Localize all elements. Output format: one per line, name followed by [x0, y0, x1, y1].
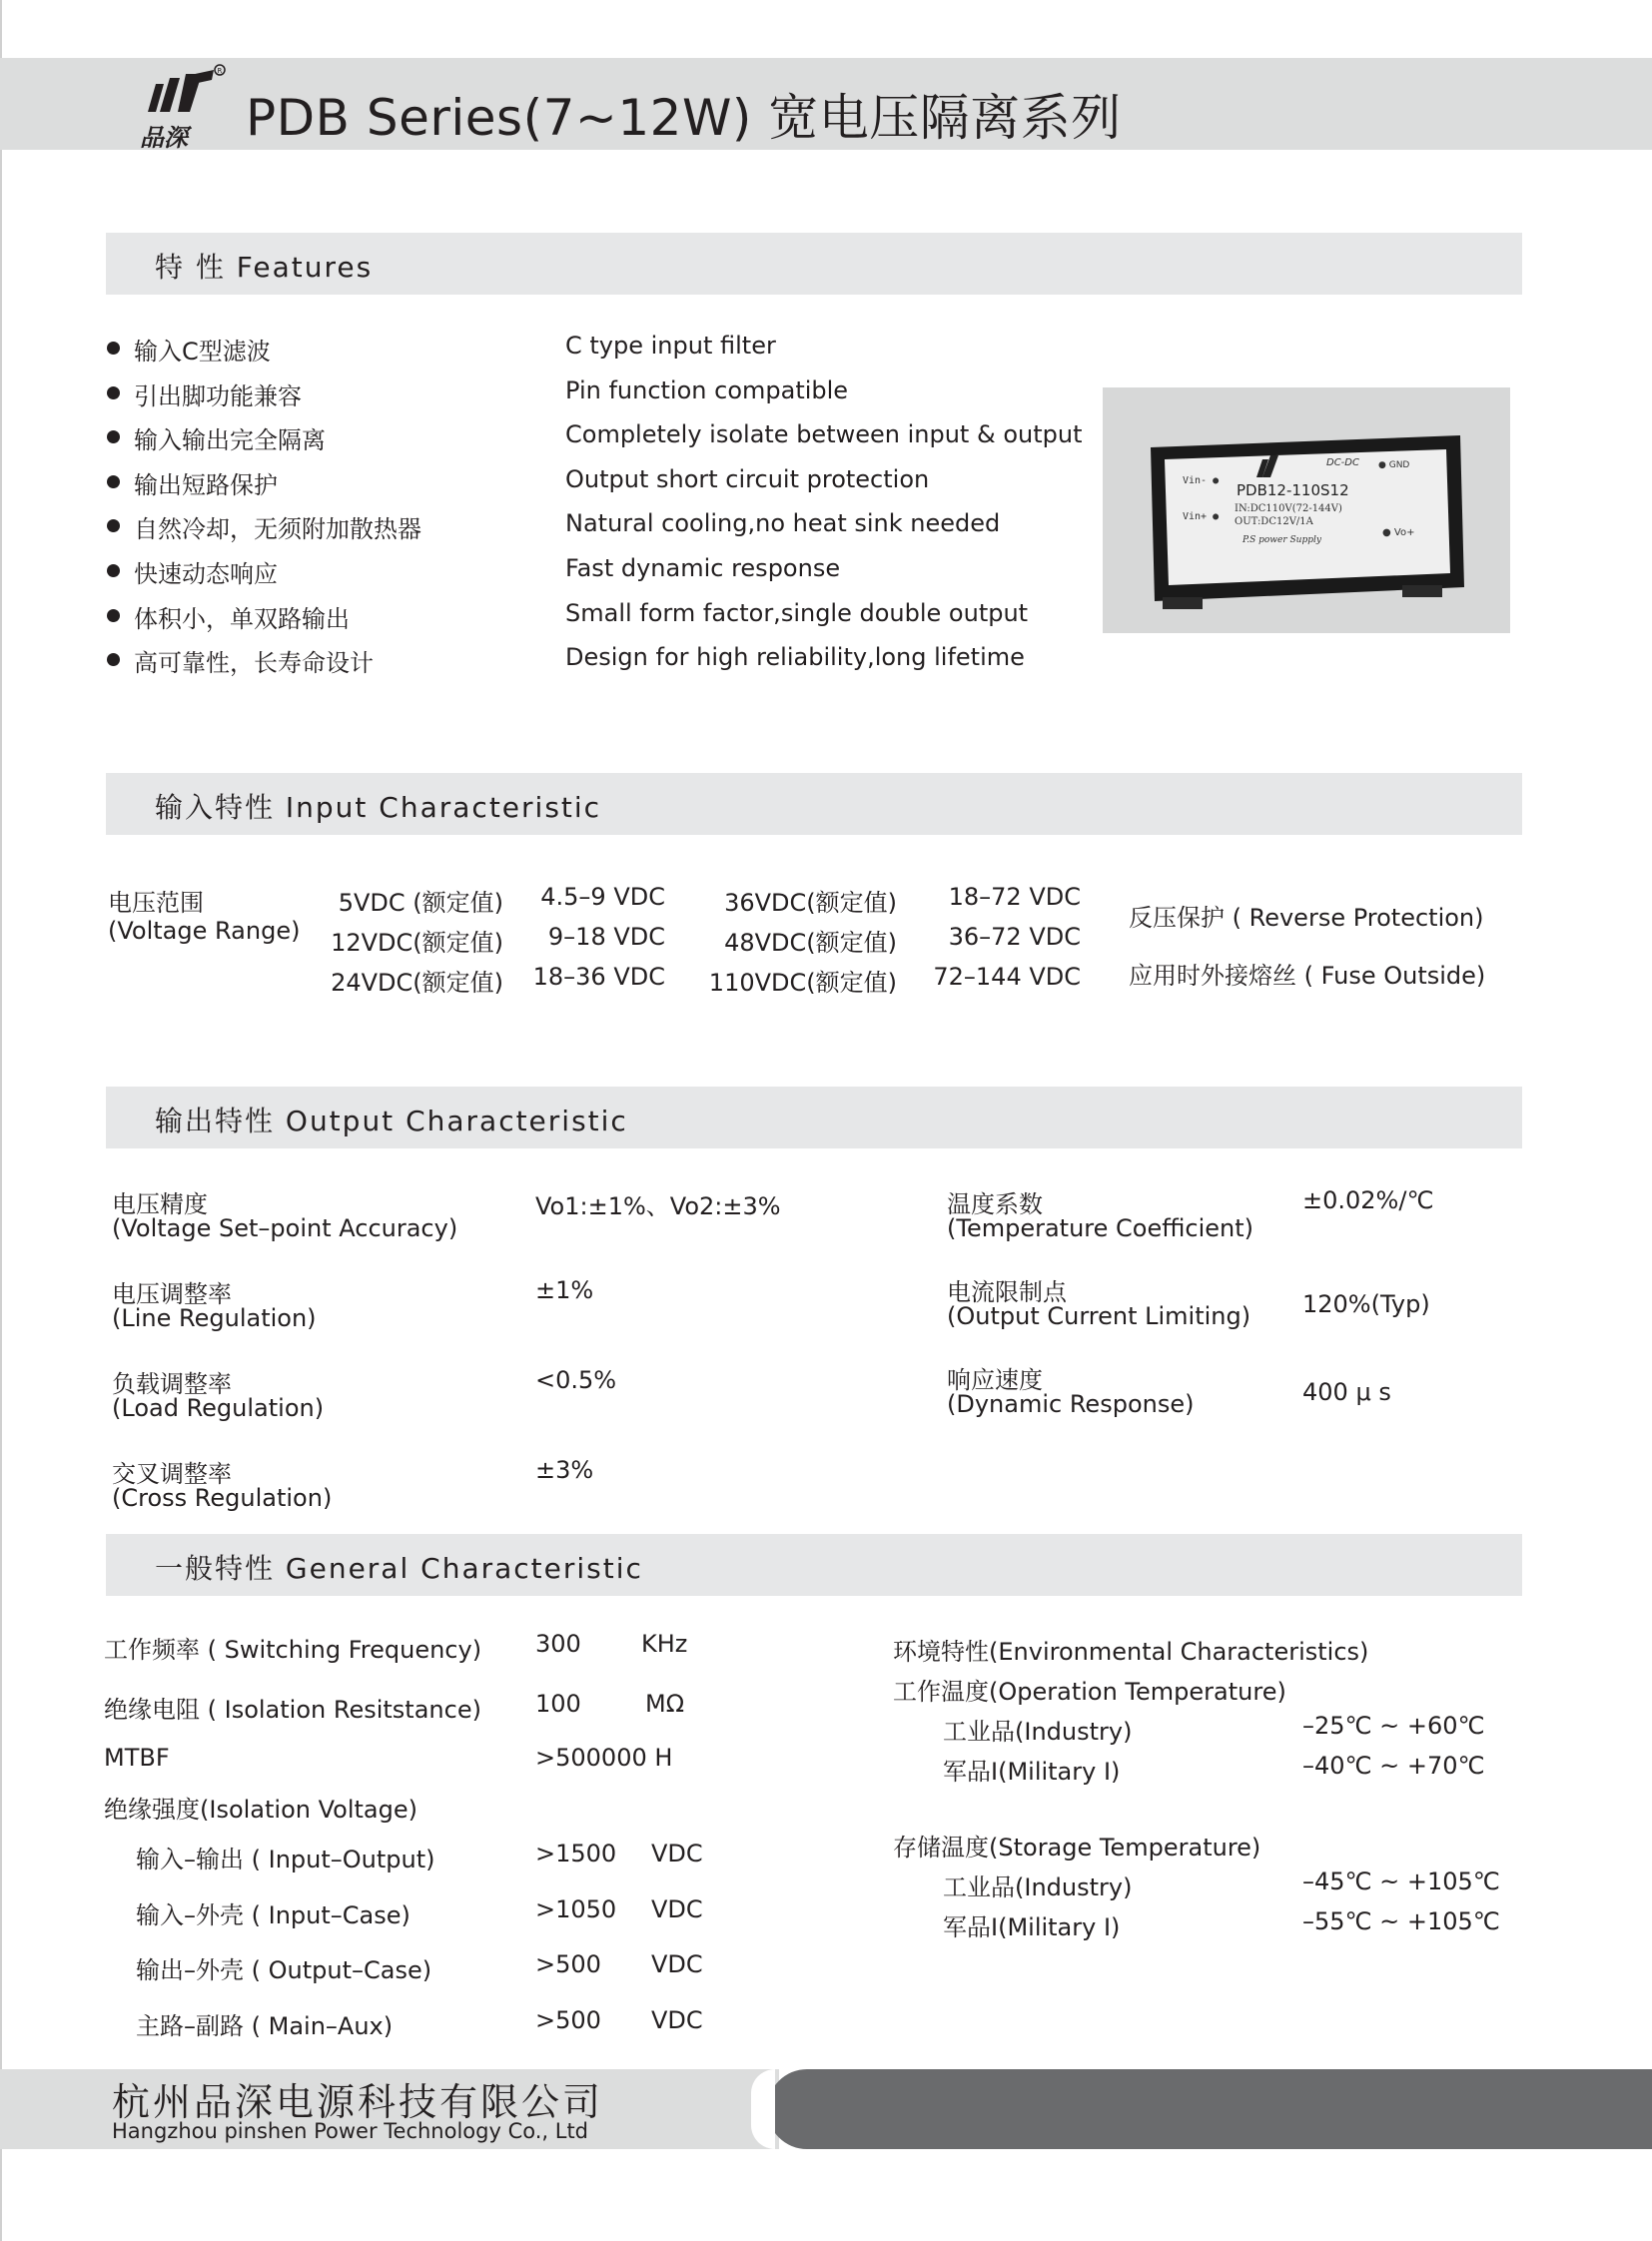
feature-en: C type input filter: [565, 332, 776, 360]
output-param-en: (Cross Regulation): [112, 1484, 333, 1512]
isolation-label: 输入–输出 ( Input–Output): [136, 1846, 435, 1873]
output-param-value: ±0.02%/℃: [1302, 1186, 1434, 1214]
footer-band-right: [767, 2069, 1652, 2149]
mtbf-label: MTBF: [104, 1744, 170, 1772]
input-voltage-range: 18–72 VDC: [948, 883, 1081, 911]
temperature-range: –45℃ ~ +105℃: [1302, 1868, 1500, 1895]
output-param-value: 400 μ s: [1302, 1378, 1391, 1406]
input-nominal-voltage: 5VDC (额定值): [338, 889, 503, 917]
output-param-en: (Dynamic Response): [947, 1390, 1195, 1418]
isolation-voltage-label: 绝缘强度(Isolation Voltage): [104, 1796, 417, 1824]
isolation-value: >500: [535, 2005, 601, 2034]
feature-cn: 引出脚功能兼容: [134, 381, 302, 410]
output-param-cn: 响应速度: [947, 1366, 1043, 1394]
isolation-resistance-unit: MΩ: [645, 1690, 685, 1718]
input-nominal-voltage: 110VDC(额定值): [708, 969, 897, 997]
feature-bullet: [107, 430, 120, 443]
input-voltage-range: 18–36 VDC: [532, 963, 665, 991]
feature-cn: 快速动态响应: [134, 560, 278, 588]
environmental-title: 环境特性(Environmental Characteristics): [893, 1638, 1369, 1666]
general-section-title: 一般特性 General Characteristic: [155, 1552, 643, 1585]
isolation-label: 主路–副路 ( Main–Aux): [136, 2011, 394, 2040]
temperature-grade: 工业品(Industry): [943, 1873, 1133, 1901]
feature-en: Natural cooling,no heat sink needed: [565, 509, 1001, 538]
isolation-unit: VDC: [651, 1950, 703, 1978]
document-title: PDB Series(7~12W) 宽电压隔离系列: [246, 89, 1122, 147]
photo-input: IN:DC110V(72-144V): [1235, 503, 1342, 514]
input-nominal-voltage: 36VDC(额定值): [724, 889, 897, 917]
product-photo: [1103, 387, 1510, 633]
output-param-en: (Voltage Set–point Accuracy): [112, 1214, 458, 1242]
isolation-value: >500: [535, 1950, 601, 1978]
output-param-value: 120%(Typ): [1302, 1290, 1430, 1318]
switching-frequency-unit: KHz: [641, 1630, 688, 1658]
input-voltage-range: 9–18 VDC: [547, 923, 665, 951]
feature-en: Completely isolate between input & output: [565, 420, 1083, 449]
input-voltage-range: 4.5–9 VDC: [540, 883, 665, 911]
page-left-border: [0, 0, 2, 2241]
isolation-unit: VDC: [651, 2005, 703, 2034]
output-param-cn: 交叉调整率: [112, 1460, 232, 1488]
feature-cn: 体积小，单双路输出: [134, 604, 350, 633]
temperature-range: –55℃ ~ +105℃: [1302, 1907, 1500, 1935]
input-nominal-voltage: 12VDC(额定值): [331, 929, 503, 957]
output-param-en: (Load Regulation): [112, 1394, 325, 1422]
feature-bullet: [107, 342, 120, 355]
isolation-unit: VDC: [651, 1840, 703, 1868]
output-param-cn: 电流限制点: [947, 1278, 1067, 1306]
voltage-range-label-en: (Voltage Range): [108, 917, 301, 945]
feature-en: Output short circuit protection: [565, 464, 930, 493]
output-param-value: ±1%: [535, 1276, 594, 1304]
temperature-grade: 军品I(Military I): [943, 1758, 1121, 1786]
feature-en: Fast dynamic response: [565, 554, 841, 582]
feature-en: Small form factor,single double output: [565, 598, 1029, 627]
input-section-title: 输入特性 Input Characteristic: [155, 791, 602, 824]
photo-gnd: ● GND: [1378, 460, 1410, 470]
mtbf-value: >500000 H: [535, 1744, 673, 1772]
feature-en: Pin function compatible: [565, 375, 849, 404]
output-param-cn: 电压调整率: [112, 1280, 232, 1308]
reverse-protection: 反压保护 ( Reverse Protection): [1129, 904, 1484, 932]
brand-mark-text: 品深: [140, 124, 188, 152]
temperature-range: –40℃ ~ +70℃: [1302, 1752, 1485, 1780]
input-nominal-voltage: 24VDC(额定值): [331, 969, 503, 997]
temperature-grade: 工业品(Industry): [943, 1718, 1133, 1746]
operation-temperature-title: 工作温度(Operation Temperature): [893, 1678, 1286, 1706]
output-param-en: (Temperature Coefficient): [947, 1214, 1254, 1242]
footer-separator: [751, 2069, 775, 2149]
output-param-cn: 负载调整率: [112, 1370, 232, 1398]
temperature-grade: 军品I(Military I): [943, 1913, 1121, 1941]
output-param-en: (Output Current Limiting): [947, 1302, 1251, 1330]
isolation-resistance-value: 100: [535, 1690, 581, 1718]
temperature-range: –25℃ ~ +60℃: [1302, 1712, 1485, 1740]
isolation-label: 输出–外壳 ( Output–Case): [136, 1956, 432, 1984]
output-param-cn: 温度系数: [947, 1190, 1043, 1218]
input-voltage-range: 72–144 VDC: [933, 963, 1081, 991]
photo-output: OUT:DC12V/1A: [1235, 516, 1313, 527]
svg-text:R: R: [217, 67, 223, 75]
photo-vin-minus: Vin- ●: [1183, 475, 1220, 486]
feature-cn: 输入C型滤波: [134, 338, 271, 366]
feature-en: Design for high reliability,long lifetime: [565, 643, 1025, 672]
switching-frequency-value: 300: [535, 1630, 581, 1658]
feature-bullet: [107, 564, 120, 577]
feature-bullet: [107, 475, 120, 488]
output-param-en: (Line Regulation): [112, 1304, 317, 1332]
storage-temperature-title: 存储温度(Storage Temperature): [893, 1834, 1261, 1862]
features-section-title: 特 性 Features: [155, 251, 374, 284]
feature-cn: 自然冷却，无须附加散热器: [134, 515, 421, 544]
isolation-resistance-label: 绝缘电阻 ( Isolation Resitstance): [104, 1696, 481, 1724]
isolation-unit: VDC: [651, 1894, 703, 1923]
output-section-title: 输出特性 Output Characteristic: [155, 1105, 628, 1137]
isolation-label: 输入–外壳 ( Input–Case): [136, 1900, 411, 1929]
company-name-cn: 杭州品深电源科技有限公司: [112, 2080, 604, 2124]
output-param-value: <0.5%: [535, 1366, 617, 1394]
output-param-value: ±3%: [535, 1456, 594, 1484]
brand-logo: [134, 62, 246, 152]
input-voltage-range: 36–72 VDC: [948, 923, 1081, 951]
photo-dcdc: DC-DC: [1326, 457, 1359, 468]
feature-cn: 输入输出完全隔离: [134, 426, 326, 455]
feature-cn: 高可靠性，长寿命设计: [134, 649, 374, 678]
photo-maker: P.S power Supply: [1242, 535, 1321, 545]
photo-model: PDB12-110S12: [1237, 481, 1349, 499]
company-name-en: Hangzhou pinshen Power Technology Co., Ltd: [112, 2119, 589, 2143]
feature-bullet: [107, 386, 120, 399]
isolation-value: >1500: [535, 1840, 617, 1868]
feature-bullet: [107, 519, 120, 532]
output-param-cn: 电压精度: [112, 1190, 208, 1218]
feature-bullet: [107, 609, 120, 622]
voltage-range-label-cn: 电压范围: [108, 889, 204, 917]
fuse-outside: 应用时外接熔丝 ( Fuse Outside): [1129, 962, 1486, 990]
photo-vin-plus: Vin+ ●: [1183, 511, 1220, 522]
photo-vo: ● Vo+: [1382, 527, 1415, 538]
feature-bullet: [107, 653, 120, 666]
output-param-value: Vo1:±1%、Vo2:±3%: [535, 1192, 781, 1220]
switching-frequency-label: 工作频率 ( Switching Frequency): [104, 1636, 482, 1664]
isolation-value: >1050: [535, 1894, 617, 1923]
input-nominal-voltage: 48VDC(额定值): [724, 929, 897, 957]
feature-cn: 输出短路保护: [134, 470, 278, 499]
